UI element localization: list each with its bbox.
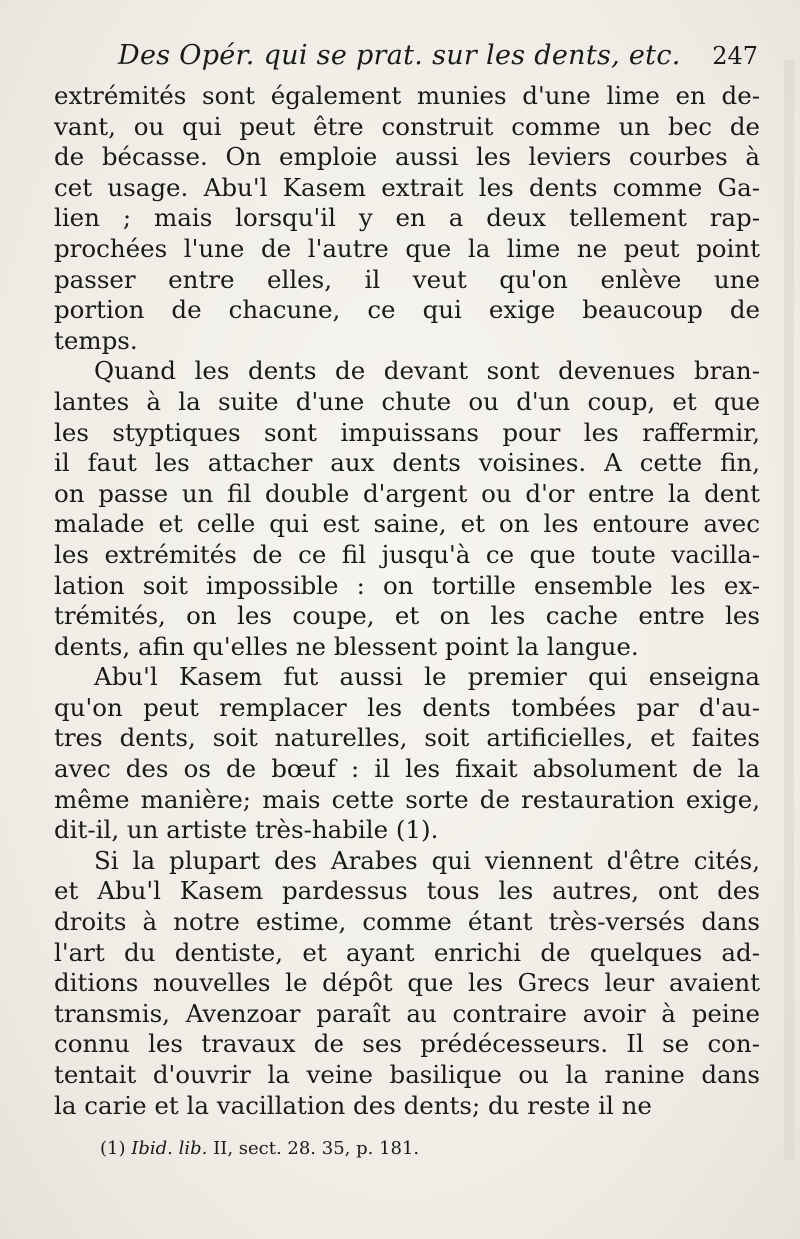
text-line: les extrémités de ce fil jusqu'à ce que toute vacilla- (54, 539, 760, 569)
text-line: avec des os de bœuf : il les fixait absolument de la (54, 754, 760, 784)
text-line: Abu'l Kasem fut aussi le premier qui enseigna (94, 662, 760, 692)
text-line: passer entre elles, il veut qu'on enlève une (54, 264, 760, 294)
text-line: connu les travaux de ses prédécesseurs. Il se con- (54, 1029, 760, 1059)
text-line: cet usage. Abu'l Kasem extrait les dents comme Ga- (54, 172, 760, 202)
footnote-marker: (1) (100, 1138, 126, 1159)
page-edge-shadow (784, 60, 794, 1160)
text-line: transmis, Avenzoar paraît au contraire avoir à peine (54, 998, 760, 1028)
text-line: lantes à la suite d'une chute ou d'un coup, et que (54, 386, 760, 416)
text-line: prochées l'une de l'autre que la lime ne peut point (54, 233, 760, 263)
text-line: Si la plupart des Arabes qui viennent d'être cités, (94, 845, 760, 875)
text-line: tentait d'ouvrir la veine basilique ou la ranine dans (54, 1060, 760, 1089)
text-line: lien ; mais lorsqu'il y en a deux tellement rap- (54, 203, 760, 233)
text-line: malade et celle qui est saine, et on les entoure avec (54, 509, 760, 539)
running-head: Des Opér. qui se prat. sur les dents, etc. (118, 40, 681, 71)
text-line: l'art du dentiste, et ayant enrichi de quelques ad- (54, 937, 760, 967)
text-line: droits à notre estime, comme étant très-versés dans (54, 907, 760, 937)
text-line: trémités, on les coupe, et on les cache entre les (54, 601, 760, 631)
text-line: il faut les attacher aux dents voisines. A cette fin, (54, 448, 760, 478)
text-line: portion de chacune, ce qui exige beaucoup de (54, 295, 760, 325)
text-line: qu'on peut remplacer les dents tombées par d'au- (54, 692, 760, 722)
text-line: dents, afin qu'elles ne blessent point la langue. (54, 631, 639, 661)
text-line: et Abu'l Kasem pardessus tous les autres, ont des (54, 876, 760, 906)
footnote-ref: Ibid. lib. (131, 1138, 208, 1159)
text-line: lation soit impossible : on tortille ensemble les ex- (54, 570, 760, 600)
body-text (54, 81, 760, 1121)
footnote (100, 1138, 419, 1159)
text-line: temps. (54, 325, 138, 355)
text-line: dit-il, un artiste très-habile (1). (54, 815, 439, 845)
footnote-text: II, sect. 28. 35, p. 181. (213, 1138, 420, 1159)
text-line: Quand les dents de devant sont devenues bran- (94, 356, 760, 386)
text-line: ditions nouvelles le dépôt que les Grecs leur avaient (54, 968, 760, 998)
page-header (118, 40, 758, 80)
text-line: vant, ou qui peut être construit comme un bec de (54, 111, 760, 141)
text-line: même manière; mais cette sorte de restauration exige, (54, 784, 760, 814)
text-line: extrémités sont également munies d'une lime en de- (54, 81, 760, 110)
text-line: la carie et la vacillation des dents; du reste il ne (54, 1090, 652, 1120)
text-line: tres dents, soit naturelles, soit artificielles, et faites (54, 723, 760, 753)
page-number: 247 (712, 42, 758, 70)
text-line: les styptiques sont impuissans pour les raffermir, (54, 417, 760, 447)
text-line: on passe un fil double d'argent ou d'or entre la dent (54, 478, 760, 508)
text-line: de bécasse. On emploie aussi les leviers courbes à (54, 142, 760, 172)
